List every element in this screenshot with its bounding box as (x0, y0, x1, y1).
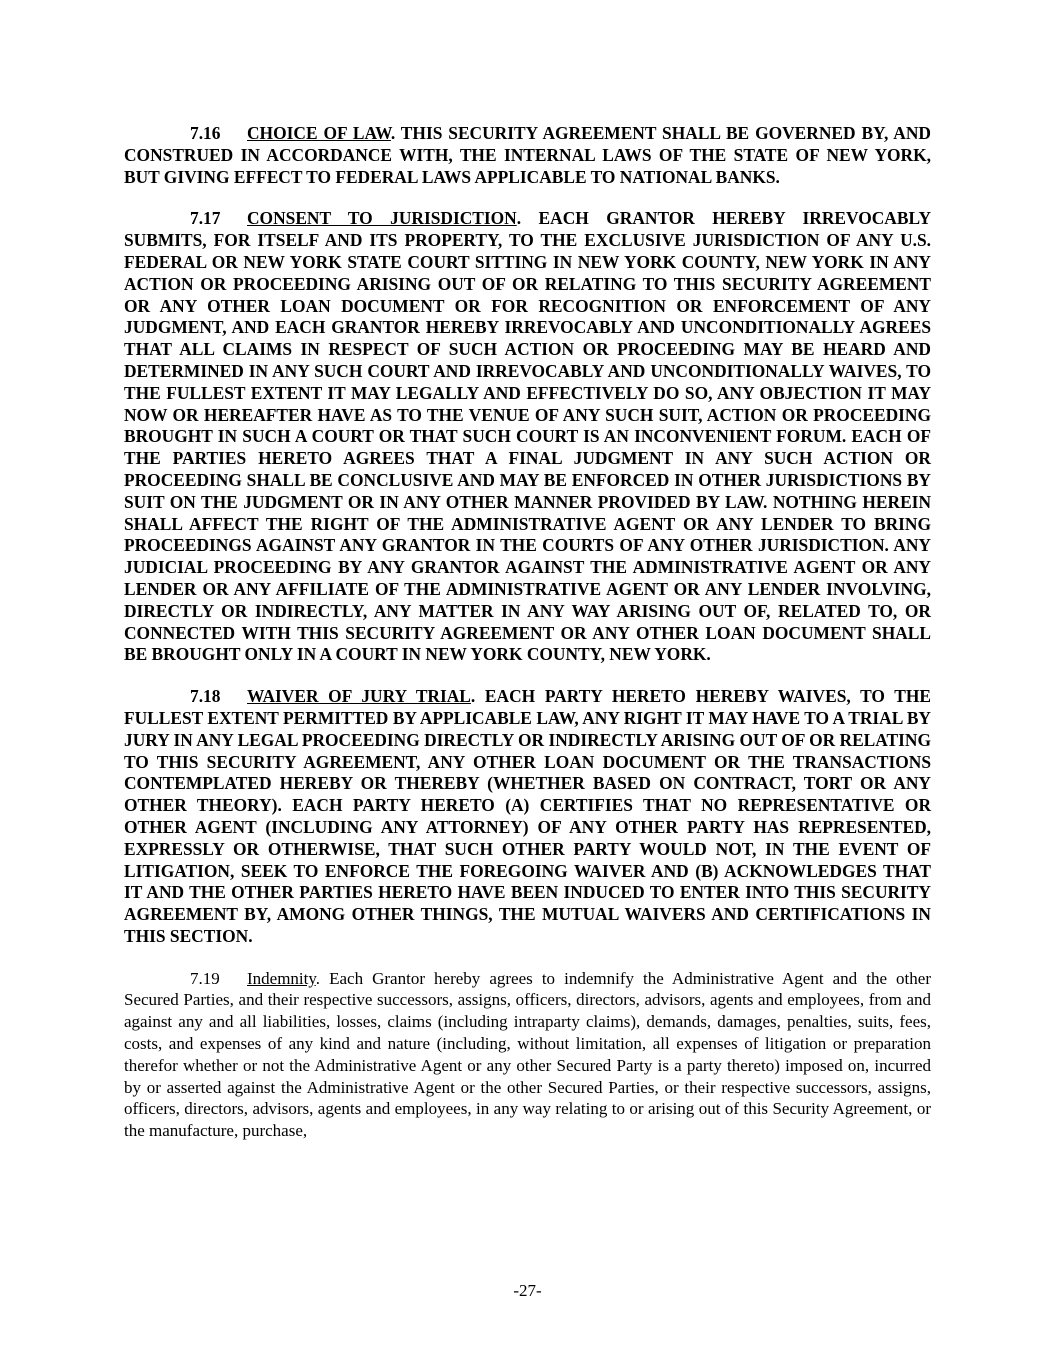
section-heading: WAIVER OF JURY TRIAL (247, 686, 471, 707)
section-number: 7.16 (190, 123, 221, 143)
section-7-16 (124, 123, 931, 188)
section-text: . EACH PARTY HERETO HEREBY WAIVES, TO THE FULLEST EXTENT PERMITTED BY APPLICABLE LAW, ANY RIGHT IT MAY HAVE TO A TRIAL BY JURY IN ANY LEGAL PROCEEDING DIRECTLY OR INDIRECTLY ARISING OUT OF OR RELATING TO THIS SECURITY AGREEMENT, ANY OTHER LOAN DOCUMENT OR THE TRANSACTIONS CONTEMPLATED HEREBY OR THEREBY (WHETHER BASED ON CONTRACT, TORT OR ANY OTHER THEORY). EACH PARTY HERETO (A) CERTIFIES THAT NO REPRESENTATIVE OR OTHER AGENT (INCLUDING ANY ATTORNEY) OF ANY OTHER PARTY HAS REPRESENTED, EXPRESSLY OR OTHERWISE, THAT SUCH OTHER PARTY WOULD NOT, IN THE EVENT OF LITIGATION, SEEK TO ENFORCE THE FOREGOING WAIVER AND (B) ACKNOWLEDGES THAT IT AND THE OTHER PARTIES HERETO HAVE BEEN INDUCED TO ENTER INTO THIS SECURITY AGREEMENT BY, AMONG OTHER THINGS, THE MUTUAL WAIVERS AND CERTIFICATIONS IN THIS SECTION. (124, 686, 931, 946)
section-text: . Each Grantor hereby agrees to indemnify the Administrative Agent and the other Secured Parties, and their respective successors, assigns, officers, directors, advisors, agents and employees, from and against any and all liabilities, losses, claims (including intraparty claims), demands, damages, penalties, suits, fees, costs, and expenses of any kind and nature (including, without limitation, all expenses of litigation or preparation therefor whether or not the Administrative Agent or any other Secured Party is a party thereto) imposed on, incurred by or asserted against the Administrative Agent or the other Secured Parties, or their respective successors, assigns, officers, directors, advisors, agents and employees, in any way relating to or arising out of this Security Agreement, or the manufacture, purchase, (124, 968, 931, 1141)
section-7-17 (124, 208, 931, 666)
section-heading: Indemnity (247, 968, 316, 988)
section-7-19 (124, 968, 931, 1142)
section-heading: CHOICE OF LAW (247, 123, 391, 143)
section-text: . THIS SECURITY AGREEMENT SHALL BE GOVERNED BY, AND CONSTRUED IN ACCORDANCE WITH, THE INTERNAL LAWS OF THE STATE OF NEW YORK, BUT GIVING EFFECT TO FEDERAL LAWS APPLICABLE TO NATIONAL BANKS. (124, 123, 931, 187)
section-text: . EACH GRANTOR HEREBY IRREVOCABLY SUBMITS, FOR ITSELF AND ITS PROPERTY, TO THE EXCLUSIVE JURISDICTION OF ANY U.S. FEDERAL OR NEW YORK STATE COURT SITTING IN NEW YORK COUNTY, NEW YORK IN ANY ACTION OR PROCEEDING ARISING OUT OF OR RELATING TO THIS SECURITY AGREEMENT OR ANY OTHER LOAN DOCUMENT OR FOR RECOGNITION OR ENFORCEMENT OF ANY JUDGMENT, AND EACH GRANTOR HEREBY IRREVOCABLY AND UNCONDITIONALLY AGREES THAT ALL CLAIMS IN RESPECT OF SUCH ACTION OR PROCEEDING MAY BE HEARD AND DETERMINED IN ANY SUCH COURT AND IRREVOCABLY AND UNCONDITIONALLY WAIVES, TO THE FULLEST EXTENT IT MAY LEGALLY AND EFFECTIVELY DO SO, ANY OBJECTION IT MAY NOW OR HEREAFTER HAVE AS TO THE VENUE OF ANY SUCH SUIT, ACTION OR PROCEEDING BROUGHT IN SUCH A COURT OR THAT SUCH COURT IS AN INCONVENIENT FORUM. EACH OF THE PARTIES HERETO AGREES THAT A FINAL JUDGMENT IN ANY SUCH ACTION OR PROCEEDING SHALL BE CONCLUSIVE AND MAY BE ENFORCED IN OTHER JURISDICTIONS BY SUIT ON THE JUDGMENT OR IN ANY OTHER MANNER PROVIDED BY LAW. NOTHING HEREIN SHALL AFFECT THE RIGHT OF THE ADMINISTRATIVE AGENT OR ANY LENDER TO BRING PROCEEDINGS AGAINST ANY GRANTOR IN THE COURTS OF ANY OTHER JURISDICTION. ANY JUDICIAL PROCEEDING BY ANY GRANTOR AGAINST THE ADMINISTRATIVE AGENT OR ANY LENDER OR ANY AFFILIATE OF THE ADMINISTRATIVE AGENT OR ANY LENDER INVOLVING, DIRECTLY OR INDIRECTLY, ANY MATTER IN ANY WAY ARISING OUT OF, RELATED TO, OR CONNECTED WITH THIS SECURITY AGREEMENT OR ANY OTHER LOAN DOCUMENT SHALL BE BROUGHT ONLY IN A COURT IN NEW YORK COUNTY, NEW YORK. (124, 208, 932, 665)
section-number: 7.17 (190, 208, 221, 229)
page-number: -27- (513, 1281, 542, 1300)
page-body (124, 123, 931, 1162)
section-number: 7.19 (190, 968, 220, 988)
section-heading: CONSENT TO JURISDICTION (247, 208, 517, 229)
section-number: 7.18 (190, 686, 221, 707)
section-7-18 (124, 686, 931, 948)
